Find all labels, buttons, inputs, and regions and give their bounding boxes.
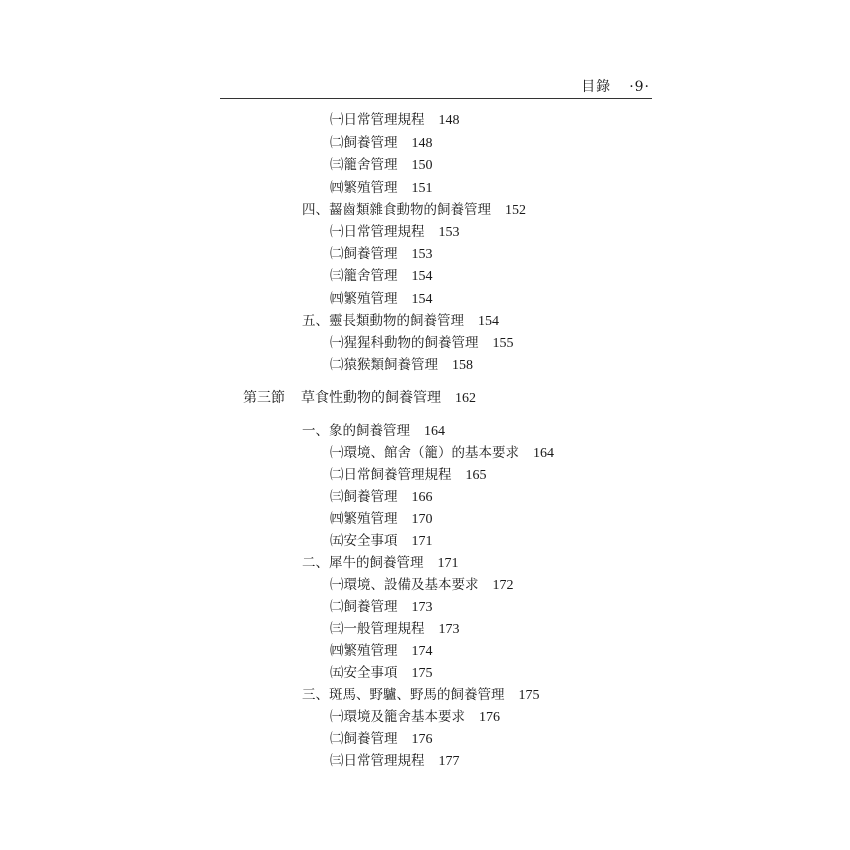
toc-entry-title: ㈠環境、館舍（籠）的基本要求 — [330, 445, 519, 461]
toc-subentry — [330, 532, 433, 551]
toc-subentry — [330, 642, 433, 661]
toc-entry-page: 150 — [411, 158, 433, 173]
toc-chapter-entry — [302, 201, 526, 220]
toc-entry-page: 162 — [455, 391, 476, 406]
toc-entry-title: 三、斑馬、野驢、野馬的飼養管理 — [302, 687, 505, 703]
toc-entry-title: ㈠猩猩科動物的飼養管理 — [330, 335, 479, 351]
page-number: ·9· — [629, 79, 650, 95]
toc-entry-title: ㈡飼養管理 — [330, 246, 398, 262]
toc-entry-page: 172 — [492, 578, 514, 593]
toc-entry-title: ㈢日常管理規程 — [330, 753, 425, 769]
toc-subentry — [330, 134, 433, 153]
toc-entry-title: 二、犀牛的飼養管理 — [302, 555, 424, 571]
toc-entry-page: 176 — [411, 732, 433, 747]
toc-subentry — [330, 466, 487, 485]
toc-entry-page: 175 — [518, 688, 540, 703]
toc-subentry — [330, 156, 433, 175]
toc-subentry — [330, 444, 554, 463]
toc-entry-title: ㈠日常管理規程 — [330, 224, 425, 240]
toc-entry-page: 153 — [411, 247, 433, 262]
toc-section — [243, 389, 476, 408]
toc-entry-title: ㈡飼養管理 — [330, 135, 398, 151]
toc-subentry — [330, 752, 460, 771]
toc-entry-page: 175 — [411, 666, 433, 681]
toc-chapter-entry — [302, 686, 540, 705]
toc-entry-page: 166 — [411, 490, 433, 505]
toc-entry-page: 152 — [505, 203, 526, 218]
toc-entry-page: 164 — [424, 424, 445, 439]
toc-subentry — [330, 223, 460, 242]
toc-chapter-entry — [302, 554, 459, 573]
toc-subentry — [330, 576, 514, 595]
toc-entry-title: ㈠日常管理規程 — [330, 112, 425, 128]
header-title: 目錄 — [581, 79, 612, 95]
toc-entry-page: 165 — [465, 468, 487, 483]
toc-entry-title: 五、靈長類動物的飼養管理 — [302, 313, 464, 329]
toc-subentry — [330, 708, 500, 727]
toc-entry-title: ㈡飼養管理 — [330, 599, 398, 615]
toc-entry-title: ㈣繁殖管理 — [330, 291, 398, 307]
toc-entry-title: 四、齧齒類雜食動物的飼養管理 — [302, 202, 491, 218]
toc-entry-page: 154 — [478, 314, 499, 329]
toc-entry-title: ㈡猿猴類飼養管理 — [330, 357, 438, 373]
toc-entry-title: ㈢籠舍管理 — [330, 157, 398, 173]
toc-entry-page: 174 — [411, 644, 433, 659]
toc-entry-title: 一、象的飼養管理 — [302, 423, 410, 439]
toc-entry-page: 171 — [411, 534, 433, 549]
toc-entry-page: 148 — [438, 113, 460, 128]
toc-entry-title: ㈣繁殖管理 — [330, 180, 398, 196]
toc-subentry — [330, 598, 433, 617]
toc-subentry — [330, 290, 433, 309]
toc-subentry — [330, 488, 433, 507]
toc-entry-title: ㈢飼養管理 — [330, 489, 398, 505]
toc-entry-title: ㈡日常飼養管理規程 — [330, 467, 452, 483]
toc-subentry — [330, 664, 433, 683]
toc-subentry — [330, 334, 514, 353]
toc-subentry — [330, 510, 433, 529]
toc-subentry — [330, 730, 433, 749]
toc-entry-title: ㈠環境及籠舍基本要求 — [330, 709, 465, 725]
toc-entry-page: 154 — [411, 269, 433, 284]
toc-entry-title: ㈡飼養管理 — [330, 731, 398, 747]
toc-subentry — [330, 267, 433, 286]
toc-entry-page: 153 — [438, 225, 460, 240]
toc-subentry — [330, 245, 433, 264]
toc-entry-title: ㈣繁殖管理 — [330, 643, 398, 659]
toc-entry-title: ㈢一般管理規程 — [330, 621, 425, 637]
toc-entry-page: 155 — [492, 336, 514, 351]
toc-entry-page: 170 — [411, 512, 433, 527]
toc-entry-page: 173 — [411, 600, 433, 615]
toc-entry-page: 158 — [452, 358, 473, 373]
toc-subentry — [330, 111, 460, 130]
toc-entry-page: 177 — [438, 754, 460, 769]
toc-entry-page: 173 — [438, 622, 460, 637]
toc-entry-page: 154 — [411, 292, 433, 307]
toc-subentry — [330, 620, 460, 639]
toc-entry-page: 164 — [533, 446, 554, 461]
toc-entry-title: ㈤安全事項 — [330, 665, 398, 681]
toc-entry-page: 151 — [411, 181, 433, 196]
toc-chapter-entry — [302, 422, 445, 441]
toc-entry-title: ㈤安全事項 — [330, 533, 398, 549]
toc-entry-title: ㈣繁殖管理 — [330, 511, 398, 527]
toc-entry-title: ㈠環境、設備及基本要求 — [330, 577, 479, 593]
toc-entry-page: 148 — [411, 136, 433, 151]
toc-subentry — [330, 179, 433, 198]
toc-subentry — [330, 356, 473, 375]
toc-entry-title: ㈢籠舍管理 — [330, 268, 398, 284]
toc-section-number: 第三節 — [243, 390, 285, 406]
toc-entry-page: 171 — [437, 556, 459, 571]
toc-chapter-entry — [302, 312, 499, 331]
toc-entry-page: 176 — [479, 710, 500, 725]
toc-entry-title: 草食性動物的飼養管理 — [301, 390, 441, 406]
